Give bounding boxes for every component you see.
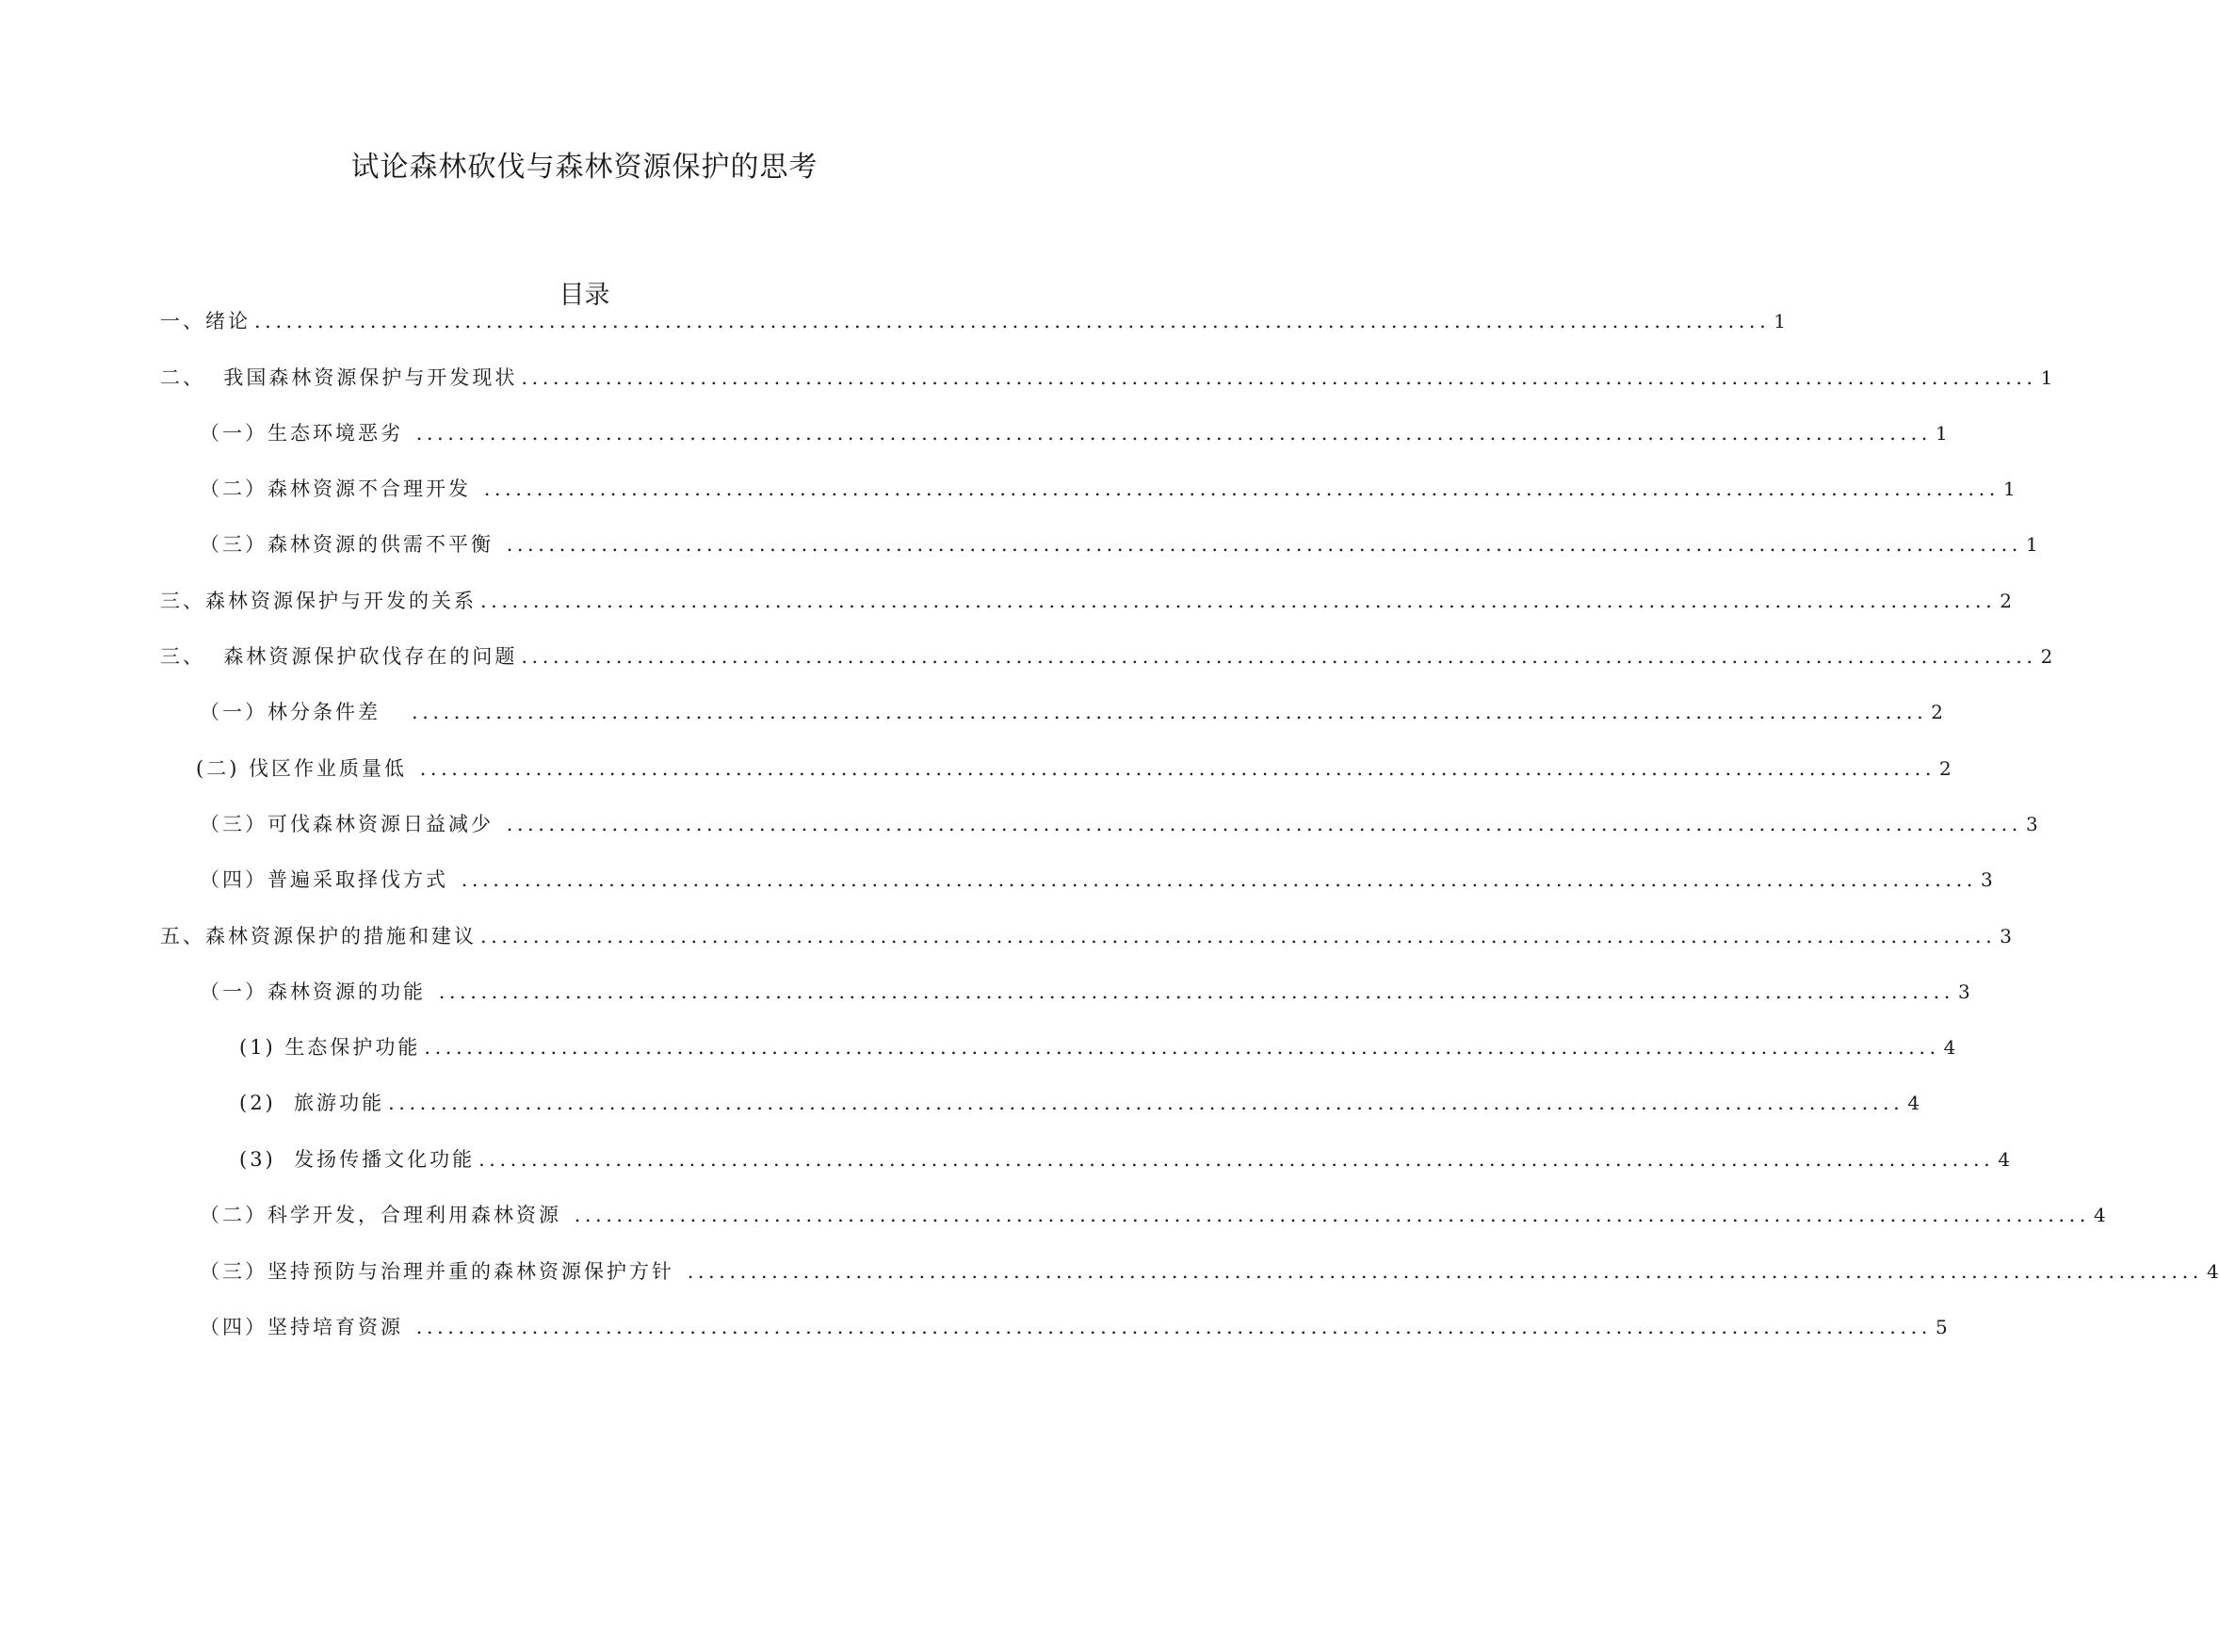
toc-entry-stand-conditions[interactable] bbox=[200, 694, 1944, 726]
toc-entry-scientific-development[interactable] bbox=[200, 1197, 2106, 1229]
toc-entry-label: (3) 发扬传播文化功能 bbox=[239, 1148, 476, 1171]
toc-entry-unreasonable-development[interactable] bbox=[200, 471, 2016, 503]
toc-page-number: 1 bbox=[1774, 310, 1786, 332]
toc-leader: ................................................................................................................................................ bbox=[521, 645, 2037, 668]
toc-entry-functions[interactable] bbox=[200, 974, 1970, 1006]
toc-entry-eco-environment[interactable] bbox=[200, 415, 1948, 447]
toc-leader: ................................................................................................................................................ bbox=[506, 813, 2022, 835]
toc-entry-supply-demand[interactable] bbox=[200, 526, 2038, 559]
toc-page-number: 3 bbox=[1957, 980, 1970, 1003]
toc-entry-status[interactable] bbox=[160, 360, 2053, 392]
toc-leader: ................................................................................................................................................ bbox=[388, 1092, 1904, 1114]
toc-heading: 目录 bbox=[559, 281, 610, 310]
toc-entry-label: (2) 旅游功能 bbox=[239, 1092, 385, 1114]
toc-entry-label: （三）可伐森林资源日益减少 bbox=[200, 813, 503, 835]
toc-page-number: 2 bbox=[2040, 645, 2053, 668]
toc-entry-label: 五、森林资源保护的措施和建议 bbox=[160, 925, 477, 947]
toc-page-number: 4 bbox=[2206, 1260, 2219, 1283]
toc-page-number: 2 bbox=[1939, 757, 1952, 780]
toc-leader: ................................................................................................................................................ bbox=[506, 533, 2022, 556]
toc-entry-label: （二）科学开发，合理利用森林资源 bbox=[200, 1204, 571, 1226]
toc-leader: ................................................................................................................................................ bbox=[480, 590, 1997, 612]
document-title: 试论森林砍伐与森林资源保护的思考 bbox=[350, 151, 818, 184]
toc-leader: ................................................................................................................................................ bbox=[483, 478, 2000, 500]
toc-entry-problems[interactable] bbox=[160, 639, 2053, 671]
toc-page-number: 4 bbox=[1943, 1036, 1956, 1059]
toc-leader: ................................................................................................................................................ bbox=[461, 868, 1977, 891]
toc-leader: ................................................................................................................................................ bbox=[687, 1260, 2203, 1283]
toc-leader: ................................................................................................................................................ bbox=[415, 1316, 1932, 1338]
toc-leader: ................................................................................................................................................ bbox=[415, 422, 1932, 445]
toc-page-number: 2 bbox=[1931, 701, 1944, 723]
toc-page-number: 1 bbox=[2025, 533, 2038, 556]
toc-page-number: 1 bbox=[1935, 422, 1948, 445]
toc-entry-label: （四）坚持培育资源 bbox=[200, 1316, 413, 1338]
toc-entry-label: 二、 我国森林资源保护与开发现状 bbox=[160, 366, 518, 389]
toc-entry-label: 一、绪论 bbox=[160, 310, 251, 332]
toc-entry-label: 三、森林资源保护与开发的关系 bbox=[160, 590, 477, 612]
toc-entry-label: 三、 森林资源保护砍伐存在的问题 bbox=[160, 645, 518, 668]
toc-leader: ................................................................................................................................................ bbox=[424, 1036, 1940, 1059]
toc-entry-cultivate-resources[interactable] bbox=[200, 1309, 1948, 1341]
toc-leader: ................................................................................................................................................ bbox=[574, 1204, 2090, 1226]
toc-entry-culture-function[interactable] bbox=[239, 1142, 2011, 1174]
toc-entry-ecological-function[interactable] bbox=[239, 1029, 1956, 1061]
toc-entry-intro[interactable] bbox=[160, 303, 1786, 335]
toc-leader: ................................................................................................................................................ bbox=[480, 925, 1997, 947]
toc-leader: ................................................................................................................................................ bbox=[478, 1148, 1995, 1171]
toc-page-number: 4 bbox=[1998, 1148, 2011, 1171]
toc-entry-decreasing-resources[interactable] bbox=[200, 806, 2038, 838]
toc-entry-label: （三）森林资源的供需不平衡 bbox=[200, 533, 503, 556]
toc-page-number: 5 bbox=[1935, 1316, 1948, 1338]
toc-entry-label: (1) 生态保护功能 bbox=[239, 1036, 421, 1059]
toc-entry-label: （一）生态环境恶劣 bbox=[200, 422, 413, 445]
toc-leader: ................................................................................................................................................ bbox=[254, 310, 1771, 332]
toc-page-number: 1 bbox=[2040, 366, 2053, 389]
toc-entry-tourism-function[interactable] bbox=[239, 1085, 1920, 1117]
toc-page-number: 4 bbox=[1907, 1092, 1920, 1114]
toc-entry-label: (二) 伐区作业质量低 bbox=[196, 757, 416, 780]
toc-leader: ................................................................................................................................................ bbox=[521, 366, 2037, 389]
toc-page-number: 3 bbox=[2000, 925, 2012, 947]
toc-entry-label: （四）普遍采取择伐方式 bbox=[200, 868, 458, 891]
toc-entry-label: （一）林分条件差 bbox=[200, 701, 409, 723]
toc-leader: ................................................................................................................................................ bbox=[419, 757, 1936, 780]
toc-page-number: 1 bbox=[2002, 478, 2016, 500]
toc-leader: ................................................................................................................................................ bbox=[438, 980, 1954, 1003]
toc-page-number: 3 bbox=[2025, 813, 2038, 835]
toc-entry-label: （三）坚持预防与治理并重的森林资源保护方针 bbox=[200, 1260, 684, 1283]
toc-page-number: 2 bbox=[2000, 590, 2012, 612]
toc-entry-selective-cutting[interactable] bbox=[200, 862, 1993, 894]
toc-entry-measures[interactable] bbox=[160, 918, 2012, 950]
toc-entry-label: （一）森林资源的功能 bbox=[200, 980, 435, 1003]
toc-leader: ................................................................................................................................................ bbox=[412, 701, 1928, 723]
toc-entry-label: （二）森林资源不合理开发 bbox=[200, 478, 480, 500]
toc-entry-logging-quality[interactable] bbox=[196, 751, 1952, 783]
toc-entry-prevention-policy[interactable] bbox=[200, 1254, 2219, 1286]
toc-page-number: 4 bbox=[2093, 1204, 2106, 1226]
toc-page-number: 3 bbox=[1980, 868, 1993, 891]
toc-entry-relationship[interactable] bbox=[160, 583, 2012, 615]
